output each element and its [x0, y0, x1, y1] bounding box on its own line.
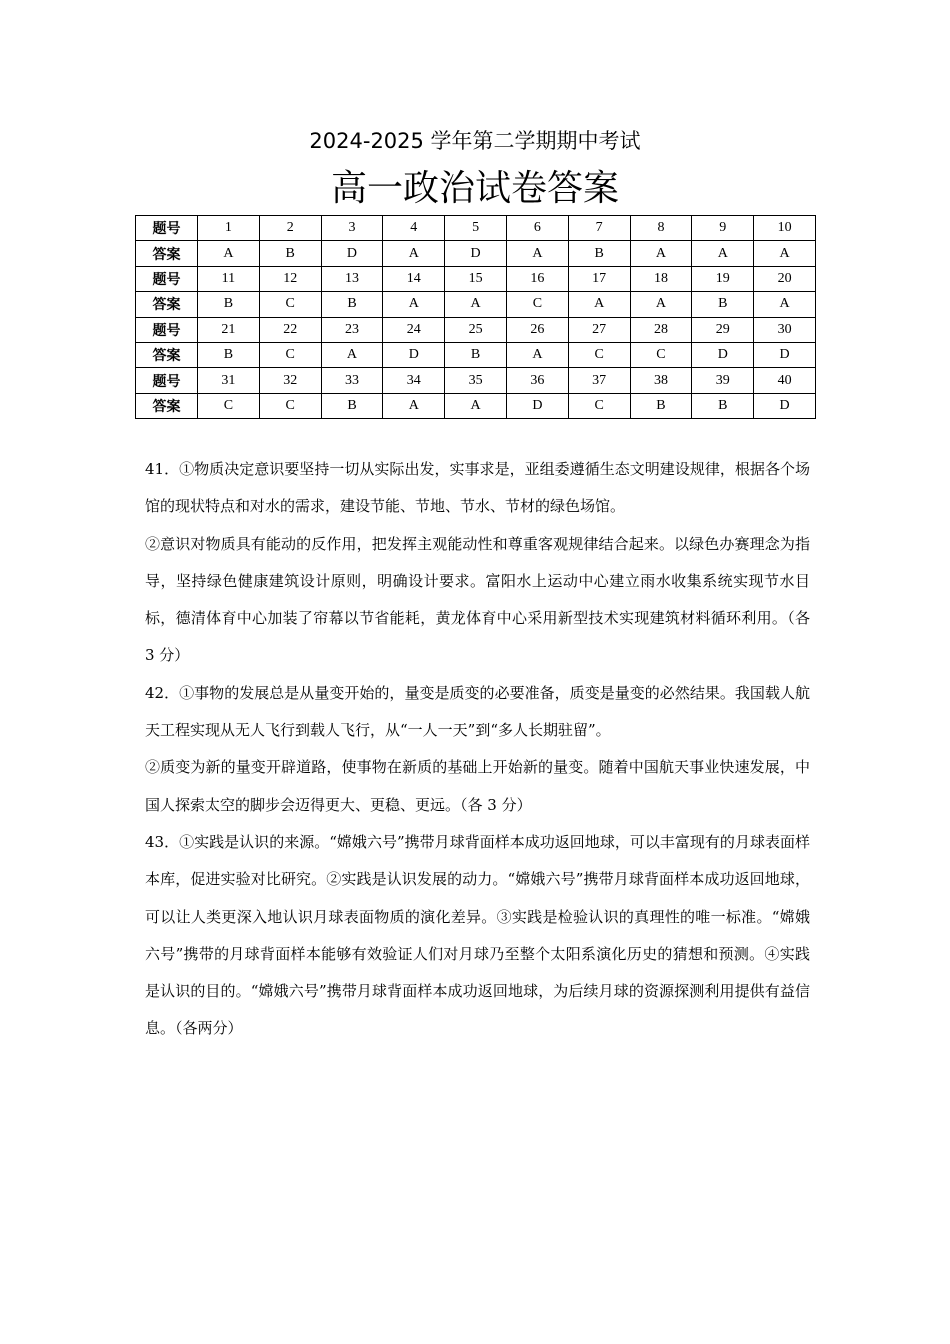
exam-subtitle: 2024-2025 学年第二学期期中考试	[309, 129, 641, 153]
answer-cell: A	[445, 292, 507, 317]
question-number-row	[136, 266, 816, 291]
answer-cell: C	[568, 393, 630, 418]
question-number: 10	[754, 216, 816, 241]
question-number: 7	[568, 216, 630, 241]
answer-41-part-1: 41．①物质决定意识要坚持一切从实际出发，实事求是，亚组委遵循生态文明建设规律，根据各个场馆的现状特点和对水的需求，建设节能、节地、节水、节材的绿色场馆。	[145, 460, 810, 516]
question-number: 24	[383, 317, 445, 342]
subjective-answers	[145, 451, 810, 1048]
question-number: 12	[259, 266, 321, 291]
answer-label: 答案	[136, 393, 198, 418]
question-number: 18	[630, 266, 692, 291]
question-number: 9	[692, 216, 754, 241]
answer-cell: A	[754, 292, 816, 317]
answer-cell: A	[198, 241, 260, 266]
answer-cell: D	[445, 241, 507, 266]
question-number: 17	[568, 266, 630, 291]
answer-cell: A	[568, 292, 630, 317]
answer-cell: B	[445, 342, 507, 367]
question-number-row	[136, 368, 816, 393]
answer-cell: A	[692, 241, 754, 266]
question-number: 40	[754, 368, 816, 393]
answer-cell: B	[692, 393, 754, 418]
answer-cell: A	[321, 342, 383, 367]
question-number: 2	[259, 216, 321, 241]
answer-cell: B	[568, 241, 630, 266]
answer-cell: B	[321, 292, 383, 317]
answer-cell: A	[506, 241, 568, 266]
question-label: 题号	[136, 368, 198, 393]
answer-cell: C	[506, 292, 568, 317]
question-number: 34	[383, 368, 445, 393]
answer-cell: A	[445, 393, 507, 418]
answer-cell: C	[259, 342, 321, 367]
question-number: 26	[506, 317, 568, 342]
question-number: 19	[692, 266, 754, 291]
answer-cell: C	[259, 393, 321, 418]
answer-cell: A	[383, 292, 445, 317]
question-number: 8	[630, 216, 692, 241]
answer-42-part-2: ②质变为新的量变开辟道路，使事物在新质的基础上开始新的量变。随着中国航天事业快速发展，中国人探索太空的脚步会迈得更大、更稳、更远。（各 3 分）	[145, 758, 810, 814]
answer-cell: C	[198, 393, 260, 418]
question-number: 31	[198, 368, 260, 393]
question-number: 30	[754, 317, 816, 342]
question-number: 23	[321, 317, 383, 342]
answer-row	[136, 342, 816, 367]
question-number: 32	[259, 368, 321, 393]
question-number: 5	[445, 216, 507, 241]
question-number: 11	[198, 266, 260, 291]
question-number: 4	[383, 216, 445, 241]
answer-cell: B	[630, 393, 692, 418]
question-label: 题号	[136, 317, 198, 342]
answer-cell: D	[692, 342, 754, 367]
question-number: 6	[506, 216, 568, 241]
question-number: 39	[692, 368, 754, 393]
question-number: 25	[445, 317, 507, 342]
answer-cell: D	[506, 393, 568, 418]
question-number-row	[136, 216, 816, 241]
answer-cell: D	[383, 342, 445, 367]
answer-cell: A	[383, 241, 445, 266]
question-number: 36	[506, 368, 568, 393]
answer-cell: B	[692, 292, 754, 317]
answer-cell: A	[630, 292, 692, 317]
answer-cell: D	[321, 241, 383, 266]
answer-label: 答案	[136, 292, 198, 317]
question-number: 33	[321, 368, 383, 393]
question-number: 14	[383, 266, 445, 291]
answer-cell: C	[630, 342, 692, 367]
answer-cell: B	[321, 393, 383, 418]
answer-label: 答案	[136, 241, 198, 266]
question-number: 37	[568, 368, 630, 393]
answer-cell: A	[754, 241, 816, 266]
question-number: 15	[445, 266, 507, 291]
question-number: 29	[692, 317, 754, 342]
answer-42-part-1: 42．①事物的发展总是从量变开始的，量变是质变的必要准备，质变是量变的必然结果。我国载人航天工程实现从无人飞行到载人飞行，从“一人一天”到“多人长期驻留”。	[145, 683, 810, 740]
question-number: 3	[321, 216, 383, 241]
question-number: 22	[259, 317, 321, 342]
question-number: 27	[568, 317, 630, 342]
question-number: 13	[321, 266, 383, 291]
question-label: 题号	[136, 216, 198, 241]
question-number: 28	[630, 317, 692, 342]
question-label: 题号	[136, 266, 198, 291]
answer-row	[136, 393, 816, 418]
answer-cell: D	[754, 342, 816, 367]
question-number: 21	[198, 317, 260, 342]
answer-cell: B	[198, 342, 260, 367]
answer-row	[136, 241, 816, 266]
question-number: 1	[198, 216, 260, 241]
answer-cell: A	[383, 393, 445, 418]
answer-cell: B	[259, 241, 321, 266]
answer-key-table	[135, 215, 816, 419]
answer-cell: C	[259, 292, 321, 317]
answer-cell: A	[506, 342, 568, 367]
answer-cell: B	[198, 292, 260, 317]
answer-cell: D	[754, 393, 816, 418]
answer-label: 答案	[136, 342, 198, 367]
answer-cell: A	[630, 241, 692, 266]
page-title: 高一政治试卷答案	[330, 168, 619, 209]
question-number: 38	[630, 368, 692, 393]
question-number: 16	[506, 266, 568, 291]
question-number-row	[136, 317, 816, 342]
question-number: 35	[445, 368, 507, 393]
answer-row	[136, 292, 816, 317]
answer-41-part-2: ②意识对物质具有能动的反作用，把发挥主观能动性和尊重客观规律结合起来。以绿色办赛理念为指导，坚持绿色健康建筑设计原则，明确设计要求。富阳水上运动中心建立雨水收集系统实现节水目标，德清体育中心加装了帘幕以节省能耗，黄龙体育中心采用新型技术实现建筑材料循环利用。（各 3 分）	[145, 534, 810, 665]
question-number: 20	[754, 266, 816, 291]
answer-43: 43．①实践是认识的来源。“嫦娥六号”携带月球背面样本成功返回地球，可以丰富现有的月球表面样本库，促进实验对比研究。②实践是认识发展的动力。“嫦娥六号”携带月球背面样本成功返回地球，可以让人类更深入地认识月球表面物质的演化差异。③实践是检验认识的真理性的唯一标准。“嫦娥六号”携带的月球背面样本能够有效验证人们对月球乃至整个太阳系演化历史的猜想和预测。④实践是认识的目的。“嫦娥六号”携带月球背面样本成功返回地球，为后续月球的资源探测利用提供有益信息。（各两分）	[145, 832, 810, 1038]
answer-cell: C	[568, 342, 630, 367]
